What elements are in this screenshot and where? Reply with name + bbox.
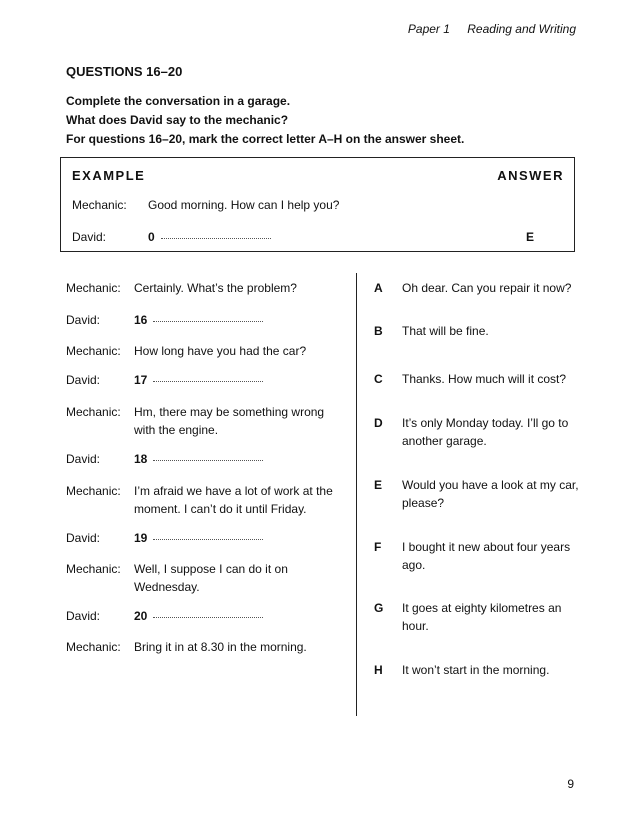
option-text: I bought it new about four years ago. [402, 540, 571, 572]
option-text: It won’t start in the morning. [402, 663, 550, 677]
speaker: Mechanic: [66, 484, 121, 498]
question-number: 16 [134, 313, 148, 327]
instruction-line: For questions 16–20, mark the correct letter A–H on the answer sheet. [66, 132, 465, 146]
answer-dotted-line[interactable] [153, 615, 263, 618]
speaker: David: [66, 531, 101, 545]
option-letter: B [374, 324, 383, 338]
line-text: How long have you had the car? [134, 344, 307, 358]
option-text: Would you have a look at my car, please? [402, 478, 579, 510]
instruction-line: Complete the conversation in a garage. [66, 94, 291, 108]
line-text: I’m afraid we have a lot of work at the moment. I can’t do it until Friday. [134, 484, 333, 516]
option-letter: E [374, 478, 383, 492]
example-speaker: Mechanic: [72, 198, 127, 212]
option-letter: A [374, 281, 383, 295]
instructions [66, 92, 464, 149]
speaker: Mechanic: [66, 562, 121, 576]
option-text: That will be fine. [402, 324, 489, 338]
option-letter: H [374, 663, 383, 677]
line-text: Certainly. What’s the problem? [134, 281, 297, 295]
page-header [408, 22, 576, 36]
option-text: Oh dear. Can you repair it now? [402, 281, 572, 295]
example-label: EXAMPLE [72, 168, 146, 183]
speaker: David: [66, 373, 101, 387]
option-letter: C [374, 372, 383, 386]
dotted-line [161, 236, 271, 239]
question-number: 17 [134, 373, 148, 387]
answer-dotted-line[interactable] [153, 379, 263, 382]
line-text: Bring it in at 8.30 in the morning. [134, 640, 307, 654]
paper-label: Paper 1 [407, 22, 450, 36]
answer-dotted-line[interactable] [153, 458, 263, 461]
answer-dotted-line[interactable] [153, 537, 263, 540]
question-number: 18 [134, 452, 148, 466]
line-text: Hm, there may be something wrong with the engine. [134, 405, 325, 437]
speaker: David: [66, 313, 101, 327]
example-answer: E [525, 230, 534, 244]
option-text: It goes at eighty kilometres an hour. [402, 601, 562, 633]
example-line: Good morning. How can I help you? [148, 198, 340, 212]
example-box [60, 157, 575, 252]
option-letter: F [374, 540, 382, 554]
section-label: Reading and Writing [467, 22, 576, 36]
column-divider [356, 273, 357, 716]
question-number: 19 [134, 531, 148, 545]
answer-heading: ANSWER [497, 168, 564, 183]
option-text: It’s only Monday today. I’ll go to another garage. [402, 416, 569, 448]
option-text: Thanks. How much will it cost? [402, 372, 567, 386]
question-number: 0 [148, 230, 155, 244]
speaker: Mechanic: [66, 281, 121, 295]
page-number: 9 [567, 777, 574, 791]
questions-title: QUESTIONS 16–20 [66, 64, 183, 79]
example-speaker: David: [72, 230, 107, 244]
option-letter: D [374, 416, 383, 430]
option-letter: G [374, 601, 384, 615]
speaker: Mechanic: [66, 344, 121, 358]
example-answer-slot [148, 230, 271, 244]
speaker: David: [66, 609, 101, 623]
question-number: 20 [134, 609, 148, 623]
speaker: David: [66, 452, 101, 466]
line-text: Well, I suppose I can do it on Wednesday. [134, 562, 288, 594]
speaker: Mechanic: [66, 405, 121, 419]
answer-dotted-line[interactable] [153, 319, 263, 322]
instruction-line: What does David say to the mechanic? [66, 113, 289, 127]
speaker: Mechanic: [66, 640, 121, 654]
